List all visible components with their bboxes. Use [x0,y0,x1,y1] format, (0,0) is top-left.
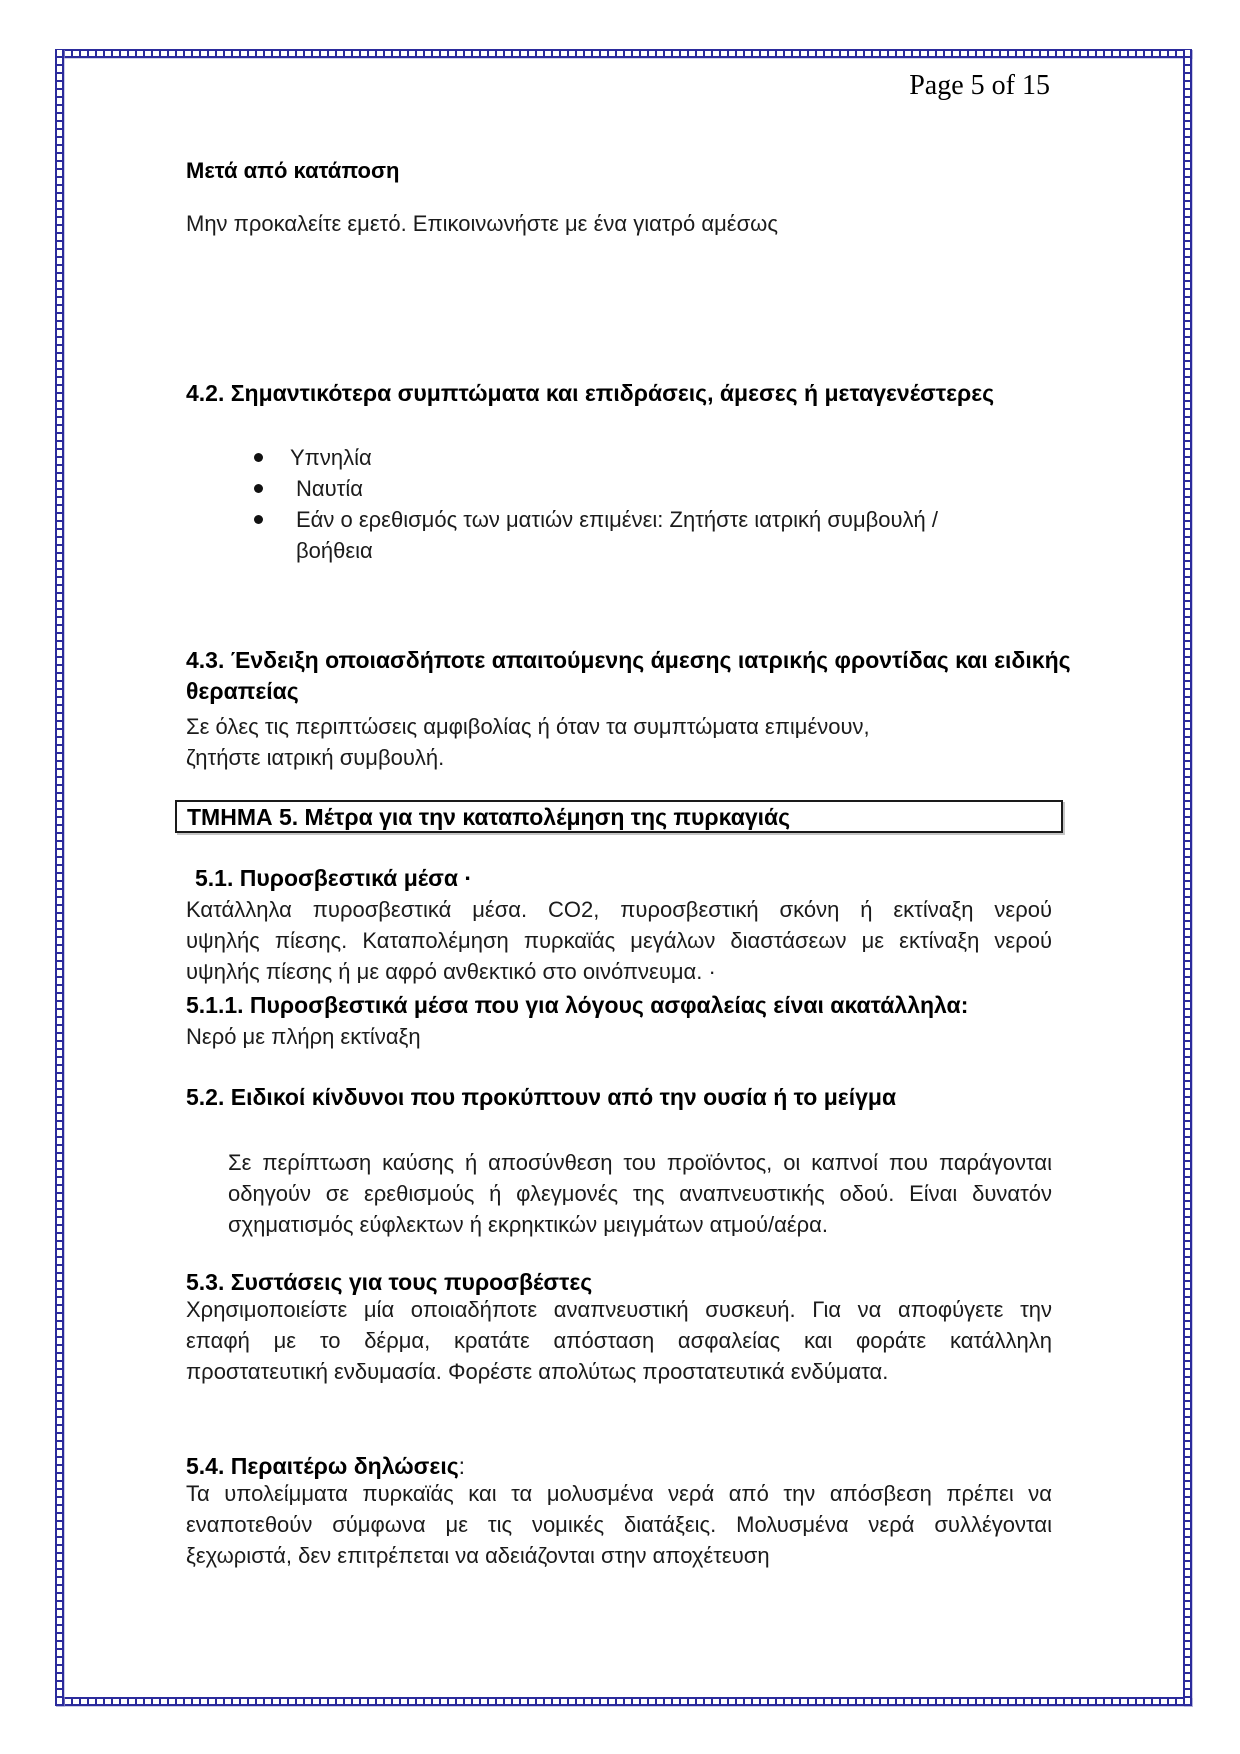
section-5-2-heading: 5.2. Ειδικοί κίνδυνοι που προκύπτουν από την ουσία ή το μείγμα [186,1084,897,1110]
page-border-top [55,49,1192,58]
section-5-4-heading-text: 5.4. Περαιτέρω δηλώσεις [186,1453,459,1479]
section-4-3-heading-line2: θεραπείας [186,678,299,704]
page-border-right [1183,49,1192,1706]
section-4-3-text [186,711,1086,773]
paragraph-line: Τα υπολείμματα πυρκαϊάς και τα μολυσμένα νερά από την απόσβεση πρέπει να [186,1481,1052,1506]
section-4-3-heading [186,645,1086,707]
symptoms-bullet-list [254,442,1014,566]
paragraph-line: Σε περίπτωση καύσης ή αποσύνθεση του προϊόντος, οι καπνοί που παράγονται [228,1150,1052,1175]
list-item [254,473,1014,504]
section-5-2-text [228,1147,1052,1240]
bullet-icon [254,515,263,524]
page-border-left [55,49,64,1706]
paragraph-line: σχηματισμός εύφλεκτων ή εκρηκτικών μειγμάτων ατμού/αέρα. [228,1212,828,1237]
section-5-1-1-text: Νερό με πλήρη εκτίναξη [186,1024,421,1049]
bullet-icon [254,484,263,493]
paragraph-line: Κατάλληλα πυροσβεστικά μέσα. CO2, πυροσβεστική σκόνη ή εκτίναξη νερού [186,897,1052,922]
paragraph-line: υψηλής πίεσης ή με αφρό ανθεκτικό στο οινόπνευμα. · [186,959,716,984]
paragraph-line: επαφή με το δέρμα, κρατάτε απόσταση ασφαλείας και φοράτε κατάλληλη [186,1328,1052,1353]
section-5-1-1-heading: 5.1.1. Πυροσβεστικά μέσα που για λόγους ασφαλείας είναι ακατάλληλα: [186,992,969,1018]
section-4-3-text-line2: ζητήστε ιατρική συμβουλή. [186,745,445,770]
after-ingestion-heading: Μετά από κατάποση [186,158,400,183]
section-5-title: ΤΜΗΜΑ 5. Μέτρα για την καταπολέμηση της πυρκαγιάς [187,803,791,830]
section-5-1-heading: 5.1. Πυροσβεστικά μέσα · [195,865,473,891]
section-5-1-text [186,894,1052,987]
paragraph-line: Χρησιμοποιείστε μία οποιαδήποτε αναπνευστική συσκευή. Για να αποφύγετε την [186,1297,1052,1322]
paragraph-line: ξεχωριστά, δεν επιτρέπεται να αδειάζονται στην αποχέτευση [186,1543,770,1568]
paragraph-line: προστατευτική ενδυμασία. Φορέστε απολύτως προστατευτικά ενδύματα. [186,1359,889,1384]
section-4-3-text-line1: Σε όλες τις περιπτώσεις αμφιβολίας ή όταν τα συμπτώματα επιμένουν, [186,714,870,739]
bullet-text-line1: Εάν ο ερεθισμός των ματιών επιμένει: Ζητήστε ιατρική συμβουλή / [296,507,939,532]
page-border-bottom [55,1697,1192,1706]
bullet-text: Υπνηλία [290,445,372,470]
paragraph-line: οδηγούν σε ερεθισμούς ή φλεγμονές της αναπνευστικής οδού. Είναι δυνατόν [228,1181,1052,1206]
section-5-4-text [186,1478,1052,1571]
bullet-text-line2: βοήθεια [296,538,373,563]
list-item [254,504,1014,566]
section-5-3-heading: 5.3. Συστάσεις για τους πυροσβέστες [186,1269,593,1295]
bullet-icon [254,453,263,462]
section-4-3-heading-line1: 4.3. Ένδειξη οποιασδήποτε απαιτούμενης άμεσης ιατρικής φροντίδας και ειδικής [186,647,1071,673]
paragraph-line: εναποτεθούν σύμφωνα με τις νομικές διατάξεις. Μολυσμένα νερά συλλέγονται [186,1512,1052,1537]
section-4-2-heading: 4.2. Σημαντικότερα συμπτώματα και επιδράσεις, άμεσες ή μεταγενέστερες [186,380,995,406]
paragraph-line: υψηλής πίεσης. Καταπολέμηση πυρκαϊάς μεγάλων διαστάσεων με εκτίναξη νερού [186,928,1052,953]
list-item [254,442,1014,473]
after-ingestion-text: Μην προκαλείτε εμετό. Επικοινωνήστε με ένα γιατρό αμέσως [186,211,778,236]
section-5-4-heading-colon: : [458,1453,466,1479]
bullet-text: Ναυτία [296,476,363,501]
section-5-3-text [186,1294,1052,1387]
page-number-header: Page 5 of 15 [909,70,1050,101]
bullet-text [296,504,938,566]
section-5-title-box [175,800,1063,833]
